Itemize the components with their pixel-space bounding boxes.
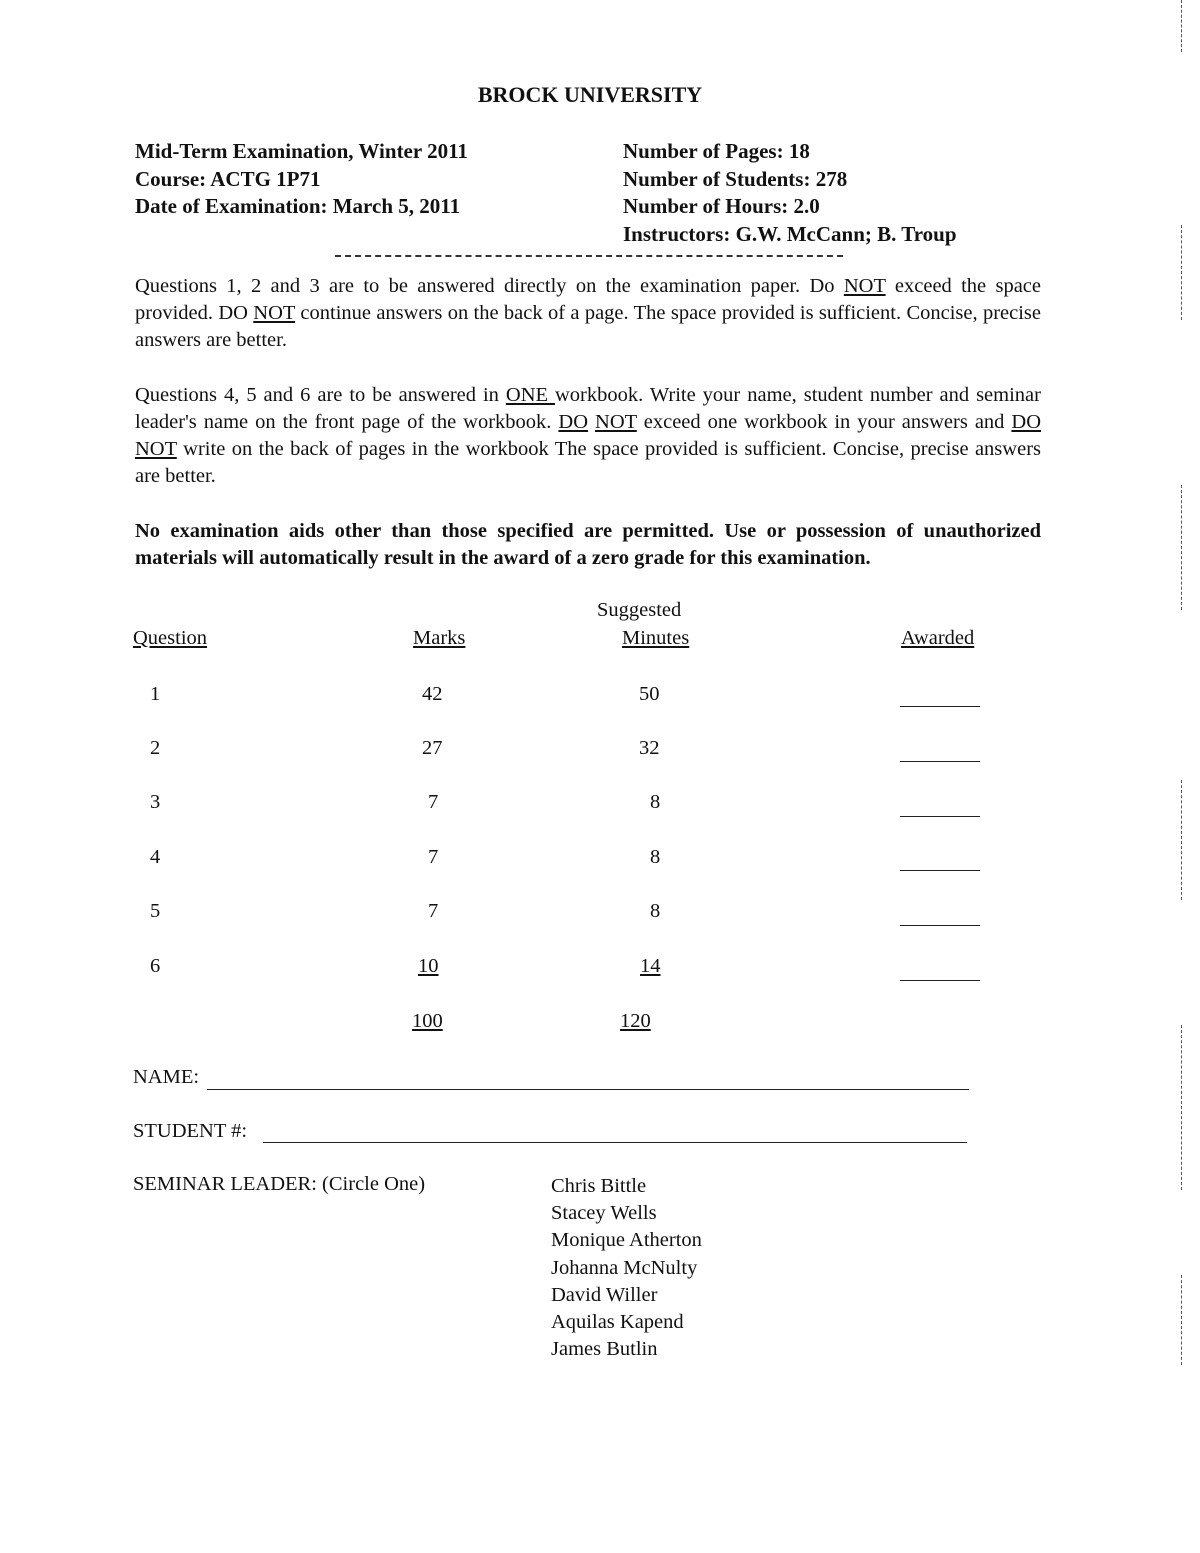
student-count: Number of Students: 278	[623, 166, 848, 191]
marks-value: 7	[428, 900, 439, 922]
student-number-label: STUDENT #:	[133, 1120, 248, 1142]
seminar-leader-label: SEMINAR LEADER: (Circle One)	[133, 1173, 426, 1195]
scan-edge-mark	[1181, 1275, 1182, 1365]
exam-aids-warning: No examination aids other than those specified are permitted. Use or possession of unauthorized materials will automatically result in the award of a zero grade for this examination.	[135, 520, 1041, 569]
col-header-awarded: Awarded	[901, 627, 975, 649]
emphasis: NOT	[135, 438, 177, 460]
text-run: exceed the space provided. DO	[135, 275, 1041, 324]
list-item[interactable]: Aquilas Kapend	[551, 1311, 684, 1334]
text-run: write on the back of pages in the workbook The space provided is sufficient. Concise, precise answers are better.	[135, 438, 1041, 487]
exam-info-left	[135, 138, 468, 221]
minutes-value: 8	[650, 846, 661, 868]
emphasis: NOT	[843, 275, 886, 297]
minutes-value: 50	[639, 683, 660, 705]
col-header-suggested: Suggested	[597, 599, 682, 621]
text-run	[588, 411, 595, 433]
name-label: NAME:	[133, 1066, 200, 1088]
instructors: Instructors: G.W. McCann; B. Troup	[623, 221, 957, 246]
question-number: 6	[150, 955, 161, 977]
question-number: 5	[150, 900, 161, 922]
awarded-blank[interactable]	[900, 761, 980, 762]
list-item[interactable]: David Willer	[551, 1283, 658, 1306]
scan-edge-mark	[1181, 1025, 1182, 1190]
text-run: Questions 4, 5 and 6 are to be answered in	[135, 384, 506, 406]
question-number: 4	[150, 846, 161, 868]
student-number-field[interactable]	[263, 1142, 967, 1143]
list-item[interactable]: Monique Atherton	[551, 1229, 702, 1252]
awarded-blank[interactable]	[900, 706, 980, 707]
col-header-minutes: Minutes	[622, 627, 690, 649]
header-separator	[335, 255, 843, 257]
scan-edge-mark	[1181, 485, 1182, 610]
text-run: exceed one workbook in your answers and	[636, 411, 1012, 433]
page-count: Number of Pages: 18	[623, 139, 810, 163]
emphasis: NOT	[253, 302, 296, 324]
scan-edge-mark	[1181, 0, 1182, 52]
course-code: Course: ACTG 1P71	[135, 166, 321, 191]
scan-edge-mark	[1181, 225, 1182, 320]
marks-value: 10	[418, 955, 439, 977]
emphasis: DO	[1011, 411, 1042, 433]
emphasis: DO	[558, 411, 589, 433]
instructions-workbook	[135, 382, 1041, 490]
question-number: 3	[150, 791, 161, 813]
text-run: continue answers on the back of a page. The space provided is sufficient. Concise, precise answers are better.	[135, 302, 1041, 351]
awarded-blank[interactable]	[900, 870, 980, 871]
question-number: 2	[150, 737, 161, 759]
question-number: 1	[150, 683, 161, 705]
marks-total: 100	[412, 1010, 443, 1032]
hours-count: Number of Hours: 2.0	[623, 194, 820, 218]
seminar-leader-list	[551, 1173, 702, 1363]
emphasis: ONE	[505, 384, 555, 406]
list-item[interactable]: Chris Bittle	[551, 1175, 647, 1197]
instructions-paper	[135, 273, 1041, 354]
awarded-blank[interactable]	[900, 816, 980, 817]
emphasis: NOT	[595, 411, 637, 433]
list-item[interactable]: Johanna McNulty	[551, 1256, 698, 1279]
text-run: workbook. Write your name, student number and seminar leader's name on the front page of the workbook.	[135, 384, 1041, 433]
exam-term: Mid-Term Examination, Winter 2011	[135, 139, 468, 163]
col-header-marks: Marks	[413, 627, 466, 649]
exam-info-right	[623, 138, 957, 248]
university-title: BROCK UNIVERSITY	[477, 82, 703, 107]
marks-value: 7	[428, 791, 439, 813]
minutes-value: 8	[650, 791, 661, 813]
marks-value: 27	[422, 737, 443, 759]
name-field[interactable]	[207, 1089, 969, 1090]
minutes-value: 32	[639, 737, 660, 759]
minutes-value: 8	[650, 900, 661, 922]
exam-date: Date of Examination: March 5, 2011	[135, 194, 461, 218]
marks-value: 42	[422, 683, 443, 705]
scan-edge-mark	[1181, 780, 1182, 900]
minutes-value: 14	[640, 955, 661, 977]
col-header-question: Question	[133, 627, 208, 649]
marks-value: 7	[428, 846, 439, 868]
text-run: Questions 1, 2 and 3 are to be answered directly on the examination paper. Do	[135, 275, 844, 297]
minutes-total: 120	[620, 1010, 651, 1032]
awarded-blank[interactable]	[900, 980, 980, 981]
awarded-blank[interactable]	[900, 925, 980, 926]
list-item[interactable]: Stacey Wells	[551, 1202, 657, 1225]
list-item[interactable]: James Butlin	[551, 1338, 658, 1361]
